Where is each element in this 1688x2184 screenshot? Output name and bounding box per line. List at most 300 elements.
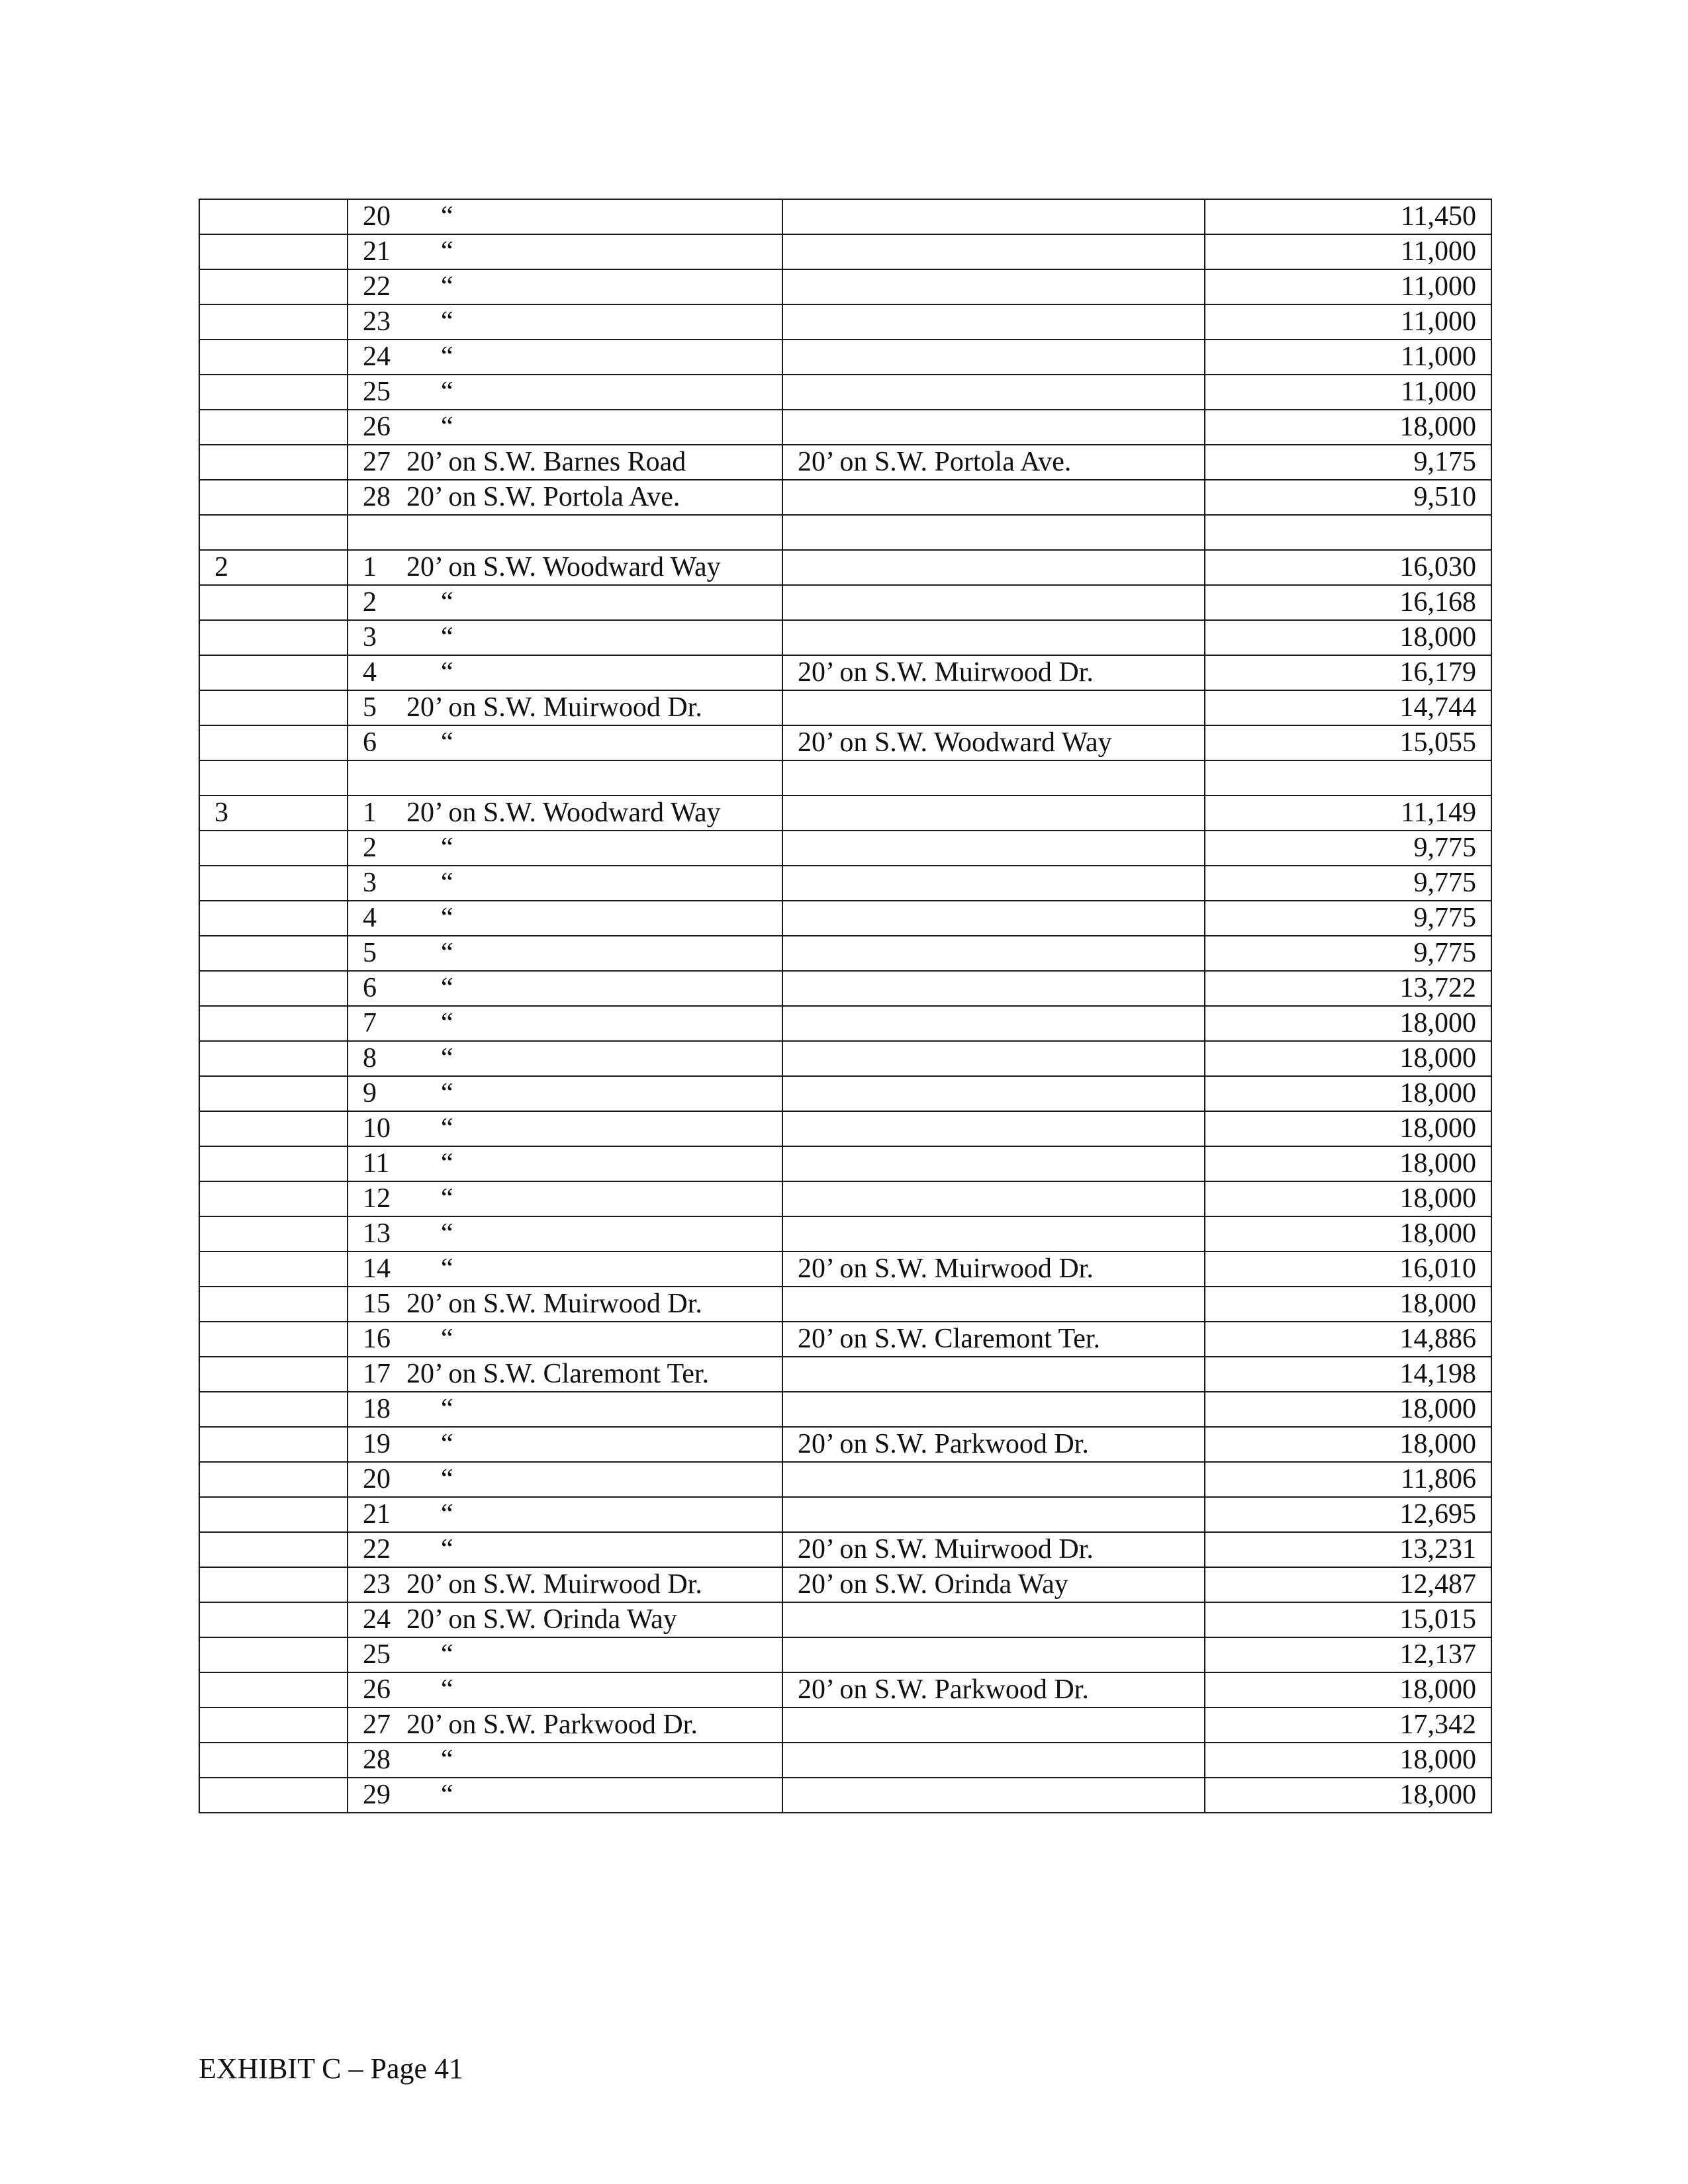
lot-number: 29	[363, 1780, 391, 1810]
lot-frontage-cell	[348, 1743, 782, 1778]
table-row	[199, 340, 1491, 375]
block-cell	[199, 1427, 348, 1462]
lot-frontage-cell	[348, 269, 782, 304]
block-cell	[199, 1357, 348, 1392]
frontage-text: 20’ on S.W. Woodward Way	[406, 552, 721, 582]
block-cell	[199, 1006, 348, 1041]
lot-frontage-cell	[348, 1567, 782, 1602]
area-cell: 14,198	[1205, 1357, 1491, 1392]
lot-number: 21	[363, 236, 391, 267]
frontage-text: “	[441, 1218, 453, 1249]
area-cell: 11,806	[1205, 1462, 1491, 1497]
lot-frontage-cell	[348, 1672, 782, 1707]
lot-number: 7	[363, 1008, 377, 1038]
lot-frontage-cell	[348, 936, 782, 971]
frontage-text: 20’ on S.W. Claremont Ter.	[406, 1359, 710, 1389]
lot-number: 5	[363, 692, 377, 723]
lot-number: 9	[363, 1078, 377, 1109]
block-cell	[199, 866, 348, 901]
side-frontage-cell	[782, 620, 1205, 655]
area-cell: 12,487	[1205, 1567, 1491, 1602]
lot-number: 13	[363, 1218, 391, 1249]
lot-number: 21	[363, 1499, 391, 1529]
table-row	[199, 550, 1491, 585]
area-cell: 12,695	[1205, 1497, 1491, 1532]
frontage-text: “	[441, 1183, 453, 1214]
frontage-text: “	[441, 1253, 453, 1284]
table-row	[199, 796, 1491, 831]
block-cell: 3	[199, 796, 348, 831]
frontage-text: “	[441, 271, 453, 302]
lot-frontage-cell	[348, 585, 782, 620]
block-cell	[199, 1497, 348, 1532]
frontage-text: “	[441, 1394, 453, 1424]
table-row	[199, 1287, 1491, 1322]
frontage-text: “	[441, 236, 453, 267]
area-cell: 9,775	[1205, 901, 1491, 936]
block-cell	[199, 1076, 348, 1111]
lot-number: 22	[363, 271, 391, 302]
table-row	[199, 1146, 1491, 1181]
table-row	[199, 1181, 1491, 1216]
frontage-text: “	[441, 1534, 453, 1565]
block-cell	[199, 1637, 348, 1672]
frontage-text: “	[441, 306, 453, 337]
area-cell: 18,000	[1205, 1287, 1491, 1322]
frontage-text: “	[441, 341, 453, 372]
block-cell	[199, 445, 348, 480]
lot-frontage-cell	[348, 620, 782, 655]
table-row	[199, 199, 1491, 234]
block-cell	[199, 1778, 348, 1813]
block-cell	[199, 1462, 348, 1497]
side-frontage-cell	[782, 690, 1205, 725]
lot-frontage-cell	[348, 445, 782, 480]
frontage-text: 20’ on S.W. Woodward Way	[406, 797, 721, 828]
lot-number: 17	[363, 1359, 391, 1389]
area-cell: 11,000	[1205, 304, 1491, 340]
area-cell: 18,000	[1205, 410, 1491, 445]
lot-number: 6	[363, 973, 377, 1003]
side-frontage-cell: 20’ on S.W. Parkwood Dr.	[782, 1427, 1205, 1462]
side-frontage-cell	[782, 1462, 1205, 1497]
lot-frontage-cell	[348, 1637, 782, 1672]
lot-frontage-cell	[348, 1146, 782, 1181]
lot-number: 12	[363, 1183, 391, 1214]
frontage-text: “	[441, 868, 453, 898]
table-row	[199, 304, 1491, 340]
lot-number: 5	[363, 938, 377, 968]
side-frontage-cell	[782, 480, 1205, 515]
side-frontage-cell	[782, 1111, 1205, 1146]
frontage-text: 20’ on S.W. Muirwood Dr.	[406, 1289, 702, 1319]
lot-frontage-cell	[348, 515, 782, 550]
lot-number: 2	[363, 587, 377, 617]
table-row	[199, 760, 1491, 796]
frontage-text: “	[441, 903, 453, 933]
block-cell	[199, 620, 348, 655]
area-cell: 11,000	[1205, 340, 1491, 375]
frontage-text: “	[441, 1148, 453, 1179]
side-frontage-cell	[782, 1602, 1205, 1637]
lot-number: 27	[363, 447, 391, 477]
lot-frontage-cell	[348, 971, 782, 1006]
block-cell	[199, 234, 348, 269]
table-row	[199, 515, 1491, 550]
lot-frontage-cell	[348, 796, 782, 831]
side-frontage-cell	[782, 234, 1205, 269]
block-cell	[199, 1532, 348, 1567]
lot-frontage-cell	[348, 550, 782, 585]
table-row	[199, 234, 1491, 269]
block-cell	[199, 1743, 348, 1778]
area-cell: 17,342	[1205, 1707, 1491, 1743]
block-cell	[199, 1111, 348, 1146]
area-cell: 18,000	[1205, 1076, 1491, 1111]
block-cell	[199, 1392, 348, 1427]
block-cell	[199, 971, 348, 1006]
side-frontage-cell: 20’ on S.W. Muirwood Dr.	[782, 655, 1205, 690]
frontage-text: “	[441, 1745, 453, 1775]
lot-frontage-cell	[348, 410, 782, 445]
table-row	[199, 971, 1491, 1006]
table-row	[199, 655, 1491, 690]
table-row	[199, 1322, 1491, 1357]
side-frontage-cell	[782, 515, 1205, 550]
area-cell: 9,510	[1205, 480, 1491, 515]
side-frontage-cell	[782, 1637, 1205, 1672]
lot-area-table	[199, 199, 1492, 1813]
lot-frontage-cell	[348, 1251, 782, 1287]
lot-frontage-cell	[348, 1532, 782, 1567]
block-cell	[199, 760, 348, 796]
table-row	[199, 1743, 1491, 1778]
side-frontage-cell	[782, 1041, 1205, 1076]
lot-frontage-cell	[348, 1427, 782, 1462]
frontage-text: “	[441, 1780, 453, 1810]
side-frontage-cell: 20’ on S.W. Muirwood Dr.	[782, 1532, 1205, 1567]
lot-number: 25	[363, 1639, 391, 1670]
lot-number: 22	[363, 1534, 391, 1565]
lot-frontage-cell	[348, 901, 782, 936]
lot-frontage-cell	[348, 1357, 782, 1392]
lot-number: 6	[363, 727, 377, 758]
lot-number: 27	[363, 1709, 391, 1740]
area-cell: 15,055	[1205, 725, 1491, 760]
area-cell: 18,000	[1205, 1146, 1491, 1181]
lot-frontage-cell	[348, 1778, 782, 1813]
lot-area-table-body	[199, 199, 1491, 1813]
frontage-text: 20’ on S.W. Orinda Way	[406, 1604, 677, 1635]
area-cell: 13,231	[1205, 1532, 1491, 1567]
side-frontage-cell: 20’ on S.W. Woodward Way	[782, 725, 1205, 760]
area-cell: 18,000	[1205, 1672, 1491, 1707]
lot-frontage-cell	[348, 655, 782, 690]
frontage-text: 20’ on S.W. Parkwood Dr.	[406, 1709, 698, 1740]
lot-frontage-cell	[348, 760, 782, 796]
lot-frontage-cell	[348, 199, 782, 234]
lot-number: 24	[363, 1604, 391, 1635]
table-row	[199, 1251, 1491, 1287]
block-cell	[199, 1041, 348, 1076]
lot-frontage-cell	[348, 1392, 782, 1427]
area-cell: 16,179	[1205, 655, 1491, 690]
area-cell: 18,000	[1205, 1041, 1491, 1076]
frontage-text: “	[441, 1113, 453, 1144]
block-cell	[199, 655, 348, 690]
side-frontage-cell	[782, 585, 1205, 620]
lot-frontage-cell	[348, 1497, 782, 1532]
lot-number: 15	[363, 1289, 391, 1319]
lot-number: 8	[363, 1043, 377, 1073]
frontage-text: “	[441, 1043, 453, 1073]
block-cell	[199, 1287, 348, 1322]
block-cell	[199, 269, 348, 304]
frontage-text: 20’ on S.W. Barnes Road	[406, 447, 686, 477]
frontage-text: “	[441, 657, 453, 688]
block-cell	[199, 515, 348, 550]
block-cell	[199, 1216, 348, 1251]
lot-number: 10	[363, 1113, 391, 1144]
side-frontage-cell	[782, 760, 1205, 796]
side-frontage-cell	[782, 410, 1205, 445]
side-frontage-cell	[782, 901, 1205, 936]
lot-number: 18	[363, 1394, 391, 1424]
side-frontage-cell	[782, 1357, 1205, 1392]
lot-frontage-cell	[348, 1181, 782, 1216]
side-frontage-cell: 20’ on S.W. Orinda Way	[782, 1567, 1205, 1602]
area-cell: 9,175	[1205, 445, 1491, 480]
side-frontage-cell	[782, 1392, 1205, 1427]
frontage-text: “	[441, 1674, 453, 1705]
area-cell: 18,000	[1205, 1181, 1491, 1216]
area-cell: 18,000	[1205, 1427, 1491, 1462]
frontage-text: “	[441, 833, 453, 863]
area-cell: 16,168	[1205, 585, 1491, 620]
area-cell: 11,000	[1205, 269, 1491, 304]
table-row	[199, 585, 1491, 620]
side-frontage-cell	[782, 304, 1205, 340]
lot-frontage-cell	[348, 304, 782, 340]
frontage-text: “	[441, 587, 453, 617]
table-row	[199, 1497, 1491, 1532]
block-cell	[199, 1602, 348, 1637]
area-cell: 18,000	[1205, 1111, 1491, 1146]
frontage-text: “	[441, 1008, 453, 1038]
table-row	[199, 1602, 1491, 1637]
table-row	[199, 1392, 1491, 1427]
table-row	[199, 866, 1491, 901]
lot-frontage-cell	[348, 690, 782, 725]
block-cell	[199, 1181, 348, 1216]
area-cell: 11,450	[1205, 199, 1491, 234]
table-row	[199, 1778, 1491, 1813]
area-cell: 16,030	[1205, 550, 1491, 585]
block-cell	[199, 1707, 348, 1743]
frontage-text: “	[441, 727, 453, 758]
frontage-text: “	[441, 1499, 453, 1529]
frontage-text: “	[441, 622, 453, 653]
lot-number: 1	[363, 797, 377, 828]
block-cell	[199, 936, 348, 971]
frontage-text: “	[441, 412, 453, 442]
table-row	[199, 410, 1491, 445]
lot-frontage-cell	[348, 1322, 782, 1357]
side-frontage-cell	[782, 1778, 1205, 1813]
area-cell: 9,775	[1205, 936, 1491, 971]
side-frontage-cell	[782, 1146, 1205, 1181]
table-row	[199, 1567, 1491, 1602]
block-cell	[199, 831, 348, 866]
side-frontage-cell: 20’ on S.W. Portola Ave.	[782, 445, 1205, 480]
lot-frontage-cell	[348, 1216, 782, 1251]
lot-number: 3	[363, 622, 377, 653]
lot-number: 26	[363, 1674, 391, 1705]
frontage-text: “	[441, 201, 453, 232]
lot-number: 4	[363, 903, 377, 933]
side-frontage-cell	[782, 1287, 1205, 1322]
area-cell: 18,000	[1205, 620, 1491, 655]
lot-frontage-cell	[348, 234, 782, 269]
table-row	[199, 1707, 1491, 1743]
table-row	[199, 725, 1491, 760]
table-row	[199, 1637, 1491, 1672]
lot-number: 20	[363, 201, 391, 232]
area-cell: 11,149	[1205, 796, 1491, 831]
lot-number: 3	[363, 868, 377, 898]
lot-number: 26	[363, 412, 391, 442]
lot-number: 28	[363, 482, 391, 512]
frontage-text: “	[441, 1078, 453, 1109]
table-row	[199, 1111, 1491, 1146]
block-cell	[199, 1672, 348, 1707]
block-cell	[199, 375, 348, 410]
side-frontage-cell	[782, 1076, 1205, 1111]
side-frontage-cell	[782, 1216, 1205, 1251]
area-cell: 16,010	[1205, 1251, 1491, 1287]
lot-number: 25	[363, 377, 391, 407]
lot-frontage-cell	[348, 340, 782, 375]
lot-frontage-cell	[348, 1462, 782, 1497]
side-frontage-cell: 20’ on S.W. Claremont Ter.	[782, 1322, 1205, 1357]
lot-frontage-cell	[348, 1602, 782, 1637]
block-cell	[199, 901, 348, 936]
table-row	[199, 375, 1491, 410]
table-row	[199, 269, 1491, 304]
block-cell	[199, 304, 348, 340]
area-cell: 9,775	[1205, 866, 1491, 901]
lot-frontage-cell	[348, 1707, 782, 1743]
lot-frontage-cell	[348, 1111, 782, 1146]
lot-frontage-cell	[348, 1006, 782, 1041]
side-frontage-cell	[782, 796, 1205, 831]
block-cell	[199, 1567, 348, 1602]
side-frontage-cell	[782, 866, 1205, 901]
lot-frontage-cell	[348, 725, 782, 760]
block-cell	[199, 199, 348, 234]
side-frontage-cell	[782, 550, 1205, 585]
block-cell	[199, 1146, 348, 1181]
block-cell	[199, 585, 348, 620]
lot-number: 24	[363, 341, 391, 372]
lot-frontage-cell	[348, 480, 782, 515]
area-cell: 15,015	[1205, 1602, 1491, 1637]
table-row	[199, 1076, 1491, 1111]
frontage-text: 20’ on S.W. Muirwood Dr.	[406, 1569, 702, 1600]
table-row	[199, 1532, 1491, 1567]
lot-number: 19	[363, 1429, 391, 1459]
frontage-text: 20’ on S.W. Portola Ave.	[406, 482, 680, 512]
block-cell	[199, 1322, 348, 1357]
area-cell: 14,886	[1205, 1322, 1491, 1357]
table-row	[199, 936, 1491, 971]
side-frontage-cell	[782, 375, 1205, 410]
frontage-text: “	[441, 1429, 453, 1459]
lot-number: 16	[363, 1324, 391, 1354]
lot-number: 4	[363, 657, 377, 688]
side-frontage-cell	[782, 971, 1205, 1006]
block-cell	[199, 725, 348, 760]
area-cell: 11,000	[1205, 234, 1491, 269]
frontage-text: “	[441, 938, 453, 968]
table-row	[199, 1216, 1491, 1251]
area-cell: 18,000	[1205, 1216, 1491, 1251]
table-row	[199, 1672, 1491, 1707]
table-row	[199, 480, 1491, 515]
lot-number: 14	[363, 1253, 391, 1284]
area-cell	[1205, 760, 1491, 796]
frontage-text: “	[441, 1324, 453, 1354]
block-cell	[199, 1251, 348, 1287]
table-row	[199, 1462, 1491, 1497]
lot-frontage-cell	[348, 1041, 782, 1076]
area-cell: 12,137	[1205, 1637, 1491, 1672]
lot-number: 28	[363, 1745, 391, 1775]
lot-number: 2	[363, 833, 377, 863]
block-cell	[199, 480, 348, 515]
area-cell: 9,775	[1205, 831, 1491, 866]
frontage-text: 20’ on S.W. Muirwood Dr.	[406, 692, 702, 723]
frontage-text: “	[441, 973, 453, 1003]
lot-number: 23	[363, 1569, 391, 1600]
side-frontage-cell	[782, 1497, 1205, 1532]
frontage-text: “	[441, 377, 453, 407]
lot-frontage-cell	[348, 1076, 782, 1111]
area-cell: 14,744	[1205, 690, 1491, 725]
frontage-text: “	[441, 1639, 453, 1670]
side-frontage-cell	[782, 1006, 1205, 1041]
side-frontage-cell	[782, 1181, 1205, 1216]
lot-number: 11	[363, 1148, 390, 1179]
table-row	[199, 1357, 1491, 1392]
side-frontage-cell	[782, 831, 1205, 866]
area-cell: 18,000	[1205, 1006, 1491, 1041]
area-cell: 11,000	[1205, 375, 1491, 410]
area-cell	[1205, 515, 1491, 550]
side-frontage-cell: 20’ on S.W. Muirwood Dr.	[782, 1251, 1205, 1287]
block-cell	[199, 410, 348, 445]
lot-frontage-cell	[348, 866, 782, 901]
lot-frontage-cell	[348, 1287, 782, 1322]
table-row	[199, 1006, 1491, 1041]
block-cell	[199, 690, 348, 725]
side-frontage-cell	[782, 199, 1205, 234]
area-cell: 18,000	[1205, 1392, 1491, 1427]
table-row	[199, 690, 1491, 725]
side-frontage-cell	[782, 269, 1205, 304]
area-cell: 13,722	[1205, 971, 1491, 1006]
table-row	[199, 620, 1491, 655]
